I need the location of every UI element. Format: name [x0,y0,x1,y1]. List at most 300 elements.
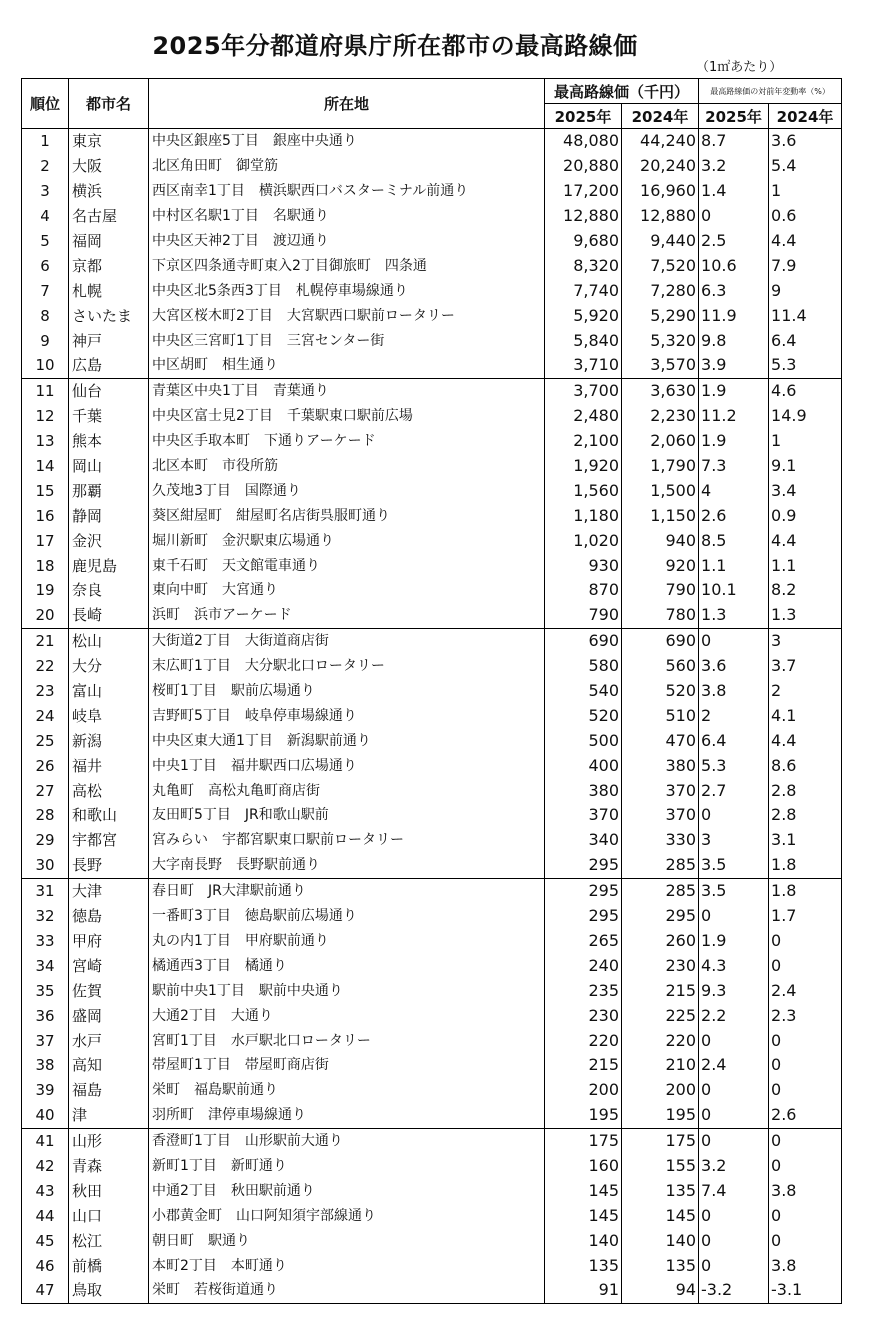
rank-cell: 32 [22,904,69,929]
table-row [22,654,842,679]
location-cell: 中区胡町 相生通り [149,353,545,378]
rate-2024-cell: 3.1 [769,828,842,853]
table-row [22,429,842,454]
table-row [22,728,842,753]
price-2024-cell: 3,570 [622,353,699,378]
city-cell: 神戸 [69,328,149,353]
rate-2024-cell: 0 [769,1128,842,1153]
rate-2024-cell: -3.1 [769,1278,842,1303]
price-2025-cell: 215 [545,1053,622,1078]
price-2025-cell: 145 [545,1178,622,1203]
rank-cell: 5 [22,229,69,254]
city-cell: 仙台 [69,378,149,403]
price-2025-cell: 370 [545,803,622,828]
city-cell: 青森 [69,1154,149,1179]
price-2024-cell: 230 [622,953,699,978]
header-price-group: 最高路線価（千円） [545,79,699,104]
rate-2025-cell: 3.2 [699,154,769,179]
price-2024-cell: 920 [622,553,699,578]
table-row [22,528,842,553]
table-row [22,978,842,1003]
city-cell: 熊本 [69,429,149,454]
rank-cell: 33 [22,929,69,954]
rate-2025-cell: 11.2 [699,404,769,429]
rate-2025-cell: 2.4 [699,1053,769,1078]
rate-2025-cell: 0 [699,1028,769,1053]
table-row [22,1253,842,1278]
rank-cell: 20 [22,603,69,628]
city-cell: 奈良 [69,578,149,603]
rank-cell: 37 [22,1028,69,1053]
table-row [22,328,842,353]
location-cell: 吉野町5丁目 岐阜停車場線通り [149,703,545,728]
price-2025-cell: 1,020 [545,528,622,553]
city-cell: 千葉 [69,404,149,429]
location-cell: 一番町3丁目 徳島駅前広場通り [149,904,545,929]
price-2025-cell: 265 [545,929,622,954]
rank-cell: 46 [22,1253,69,1278]
price-2025-cell: 295 [545,853,622,878]
rate-2025-cell: 3.2 [699,1154,769,1179]
city-cell: 水戸 [69,1028,149,1053]
location-cell: 本町2丁目 本町通り [149,1253,545,1278]
rate-2025-cell: 3 [699,828,769,853]
price-2024-cell: 1,150 [622,503,699,528]
price-2025-cell: 295 [545,904,622,929]
location-cell: 中央区手取本町 下通りアーケード [149,429,545,454]
location-cell: 羽所町 津停車場線通り [149,1103,545,1128]
city-cell: 新潟 [69,728,149,753]
price-2024-cell: 12,880 [622,204,699,229]
location-cell: 春日町 JR大津駅前通り [149,878,545,903]
table-row [22,1053,842,1078]
rate-2024-cell: 2.6 [769,1103,842,1128]
rank-cell: 12 [22,404,69,429]
location-cell: 桜町1丁目 駅前広場通り [149,679,545,704]
location-cell: 中央区富士見2丁目 千葉駅東口駅前広場 [149,404,545,429]
price-2025-cell: 5,920 [545,303,622,328]
price-2025-cell: 9,680 [545,229,622,254]
location-cell: 友田町5丁目 JR和歌山駅前 [149,803,545,828]
price-2024-cell: 175 [622,1128,699,1153]
price-2025-cell: 220 [545,1028,622,1053]
location-cell: 中村区名駅1丁目 名駅通り [149,204,545,229]
rate-2025-cell: 11.9 [699,303,769,328]
rate-2024-cell: 3 [769,628,842,653]
rate-2025-cell: 10.1 [699,578,769,603]
rate-2024-cell: 3.6 [769,129,842,154]
city-cell: 京都 [69,253,149,278]
price-2025-cell: 91 [545,1278,622,1303]
table-row [22,1278,842,1303]
location-cell: 東千石町 天文館電車通り [149,553,545,578]
rate-2024-cell: 4.4 [769,528,842,553]
rank-cell: 40 [22,1103,69,1128]
location-cell: 中央区三宮町1丁目 三宮センター街 [149,328,545,353]
table-row [22,1203,842,1228]
price-2024-cell: 370 [622,778,699,803]
price-2024-cell: 510 [622,703,699,728]
rank-cell: 34 [22,953,69,978]
city-cell: 那覇 [69,478,149,503]
city-cell: 金沢 [69,528,149,553]
price-2024-cell: 5,320 [622,328,699,353]
rate-2024-cell: 3.4 [769,478,842,503]
rank-cell: 9 [22,328,69,353]
rate-2024-cell: 1.8 [769,878,842,903]
price-2025-cell: 5,840 [545,328,622,353]
city-cell: 秋田 [69,1178,149,1203]
rate-2024-cell: 0 [769,1078,842,1103]
rate-2025-cell: 1.9 [699,378,769,403]
rate-2024-cell: 0 [769,1053,842,1078]
price-2025-cell: 17,200 [545,179,622,204]
price-2025-cell: 3,710 [545,353,622,378]
rate-2025-cell: 7.4 [699,1178,769,1203]
rate-2024-cell: 1 [769,429,842,454]
header-price-2024: 2024年 [622,104,699,129]
rate-2025-cell: 2.5 [699,229,769,254]
rank-cell: 6 [22,253,69,278]
rank-cell: 4 [22,204,69,229]
rate-2024-cell: 1.7 [769,904,842,929]
price-2025-cell: 240 [545,953,622,978]
price-2024-cell: 7,280 [622,278,699,303]
rate-2024-cell: 5.4 [769,154,842,179]
rank-cell: 3 [22,179,69,204]
rate-2024-cell: 0 [769,1028,842,1053]
rank-cell: 43 [22,1178,69,1203]
rate-2025-cell: 0 [699,1228,769,1253]
rate-2025-cell: 0 [699,628,769,653]
price-2024-cell: 285 [622,878,699,903]
rate-2025-cell: 3.8 [699,679,769,704]
rate-2025-cell: 7.3 [699,454,769,479]
location-cell: 栄町 若桜街道通り [149,1278,545,1303]
city-cell: 高松 [69,778,149,803]
price-2025-cell: 580 [545,654,622,679]
price-2024-cell: 470 [622,728,699,753]
price-2025-cell: 2,100 [545,429,622,454]
location-cell: 帯屋町1丁目 帯屋町商店街 [149,1053,545,1078]
table-body [22,129,842,1304]
price-2024-cell: 2,060 [622,429,699,454]
table-row [22,778,842,803]
price-2024-cell: 200 [622,1078,699,1103]
rank-cell: 22 [22,654,69,679]
city-cell: 横浜 [69,179,149,204]
rate-2024-cell: 2.8 [769,778,842,803]
price-2025-cell: 230 [545,1003,622,1028]
location-cell: 久茂地3丁目 国際通り [149,478,545,503]
city-cell: 宮崎 [69,953,149,978]
rank-cell: 24 [22,703,69,728]
city-cell: 鳥取 [69,1278,149,1303]
price-2024-cell: 690 [622,628,699,653]
city-cell: 宇都宮 [69,828,149,853]
rank-cell: 28 [22,803,69,828]
rate-2024-cell: 3.8 [769,1178,842,1203]
rate-2024-cell: 6.4 [769,328,842,353]
price-2025-cell: 295 [545,878,622,903]
rank-cell: 47 [22,1278,69,1303]
price-2025-cell: 2,480 [545,404,622,429]
table-row [22,753,842,778]
location-cell: 東向中町 大宮通り [149,578,545,603]
rate-2025-cell: 0 [699,1253,769,1278]
price-2024-cell: 94 [622,1278,699,1303]
rate-2025-cell: 6.3 [699,278,769,303]
rate-2024-cell: 2.3 [769,1003,842,1028]
city-cell: 岡山 [69,454,149,479]
rate-2024-cell: 7.9 [769,253,842,278]
rate-2024-cell: 0.9 [769,503,842,528]
table-row [22,1078,842,1103]
location-cell: 青葉区中央1丁目 青葉通り [149,378,545,403]
price-2024-cell: 5,290 [622,303,699,328]
table-row [22,253,842,278]
price-2024-cell: 44,240 [622,129,699,154]
city-cell: 甲府 [69,929,149,954]
city-cell: 札幌 [69,278,149,303]
location-cell: 中央1丁目 福井駅西口広場通り [149,753,545,778]
table-row [22,278,842,303]
location-cell: 中央区北5条西3丁目 札幌停車場線通り [149,278,545,303]
rank-cell: 25 [22,728,69,753]
table-row [22,204,842,229]
table-row [22,679,842,704]
location-cell: 駅前中央1丁目 駅前中央通り [149,978,545,1003]
table-row [22,503,842,528]
table-row [22,929,842,954]
city-cell: 盛岡 [69,1003,149,1028]
price-2024-cell: 195 [622,1103,699,1128]
location-cell: 栄町 福島駅前通り [149,1078,545,1103]
price-2025-cell: 140 [545,1228,622,1253]
table-row [22,904,842,929]
price-2025-cell: 870 [545,578,622,603]
price-2024-cell: 9,440 [622,229,699,254]
city-cell: 広島 [69,353,149,378]
rank-cell: 31 [22,878,69,903]
rate-2025-cell: 0 [699,803,769,828]
city-cell: 長崎 [69,603,149,628]
city-cell: 津 [69,1103,149,1128]
table-row [22,878,842,903]
rate-2025-cell: 0 [699,904,769,929]
price-2024-cell: 135 [622,1253,699,1278]
rate-2025-cell: 2.6 [699,503,769,528]
table-row [22,1003,842,1028]
price-2025-cell: 7,740 [545,278,622,303]
table-row [22,1154,842,1179]
city-cell: さいたま [69,303,149,328]
rank-cell: 35 [22,978,69,1003]
rate-2024-cell: 8.6 [769,753,842,778]
rate-2025-cell: 1.9 [699,929,769,954]
table-row [22,853,842,878]
rate-2024-cell: 0.6 [769,204,842,229]
price-2025-cell: 135 [545,1253,622,1278]
price-2024-cell: 560 [622,654,699,679]
location-cell: 葵区紺屋町 紺屋町名店街呉服町通り [149,503,545,528]
city-cell: 大分 [69,654,149,679]
city-cell: 松江 [69,1228,149,1253]
price-2024-cell: 20,240 [622,154,699,179]
price-2024-cell: 520 [622,679,699,704]
price-2025-cell: 400 [545,753,622,778]
location-cell: 橘通西3丁目 橘通り [149,953,545,978]
price-2024-cell: 260 [622,929,699,954]
rate-2025-cell: 9.8 [699,328,769,353]
rate-2024-cell: 11.4 [769,303,842,328]
price-2024-cell: 285 [622,853,699,878]
city-cell: 高知 [69,1053,149,1078]
rate-2024-cell: 4.4 [769,728,842,753]
location-cell: 丸亀町 高松丸亀町商店街 [149,778,545,803]
rank-cell: 1 [22,129,69,154]
table-row [22,378,842,403]
location-cell: 香澄町1丁目 山形駅前大通り [149,1128,545,1153]
rate-2025-cell: 3.5 [699,853,769,878]
location-cell: 新町1丁目 新町通り [149,1154,545,1179]
table-row [22,353,842,378]
price-2025-cell: 340 [545,828,622,853]
rate-2025-cell: 2.2 [699,1003,769,1028]
city-cell: 岐阜 [69,703,149,728]
location-cell: 中央区天神2丁目 渡辺通り [149,229,545,254]
table-row [22,803,842,828]
table-row [22,454,842,479]
rate-2024-cell: 2.8 [769,803,842,828]
price-2024-cell: 1,790 [622,454,699,479]
price-2024-cell: 790 [622,578,699,603]
table-row [22,478,842,503]
price-2024-cell: 330 [622,828,699,853]
rank-cell: 41 [22,1128,69,1153]
rate-2024-cell: 1 [769,179,842,204]
location-cell: 大通2丁目 大通り [149,1003,545,1028]
city-cell: 鹿児島 [69,553,149,578]
rate-2024-cell: 9.1 [769,454,842,479]
city-cell: 山口 [69,1203,149,1228]
price-2024-cell: 155 [622,1154,699,1179]
header-rate-group: 最高路線価の対前年変動率（%） [699,79,842,104]
page-title: 2025年分都道府県庁所在都市の最高路線価 [152,32,638,60]
header-city: 都市名 [69,79,149,129]
table-row [22,1178,842,1203]
city-cell: 名古屋 [69,204,149,229]
price-2024-cell: 225 [622,1003,699,1028]
city-cell: 松山 [69,628,149,653]
table-row [22,179,842,204]
rate-2024-cell: 0 [769,1228,842,1253]
rate-2024-cell: 3.7 [769,654,842,679]
rank-cell: 27 [22,778,69,803]
price-2024-cell: 380 [622,753,699,778]
price-2024-cell: 7,520 [622,253,699,278]
price-2025-cell: 1,560 [545,478,622,503]
header-rate-2024: 2024年 [769,104,842,129]
rate-2024-cell: 4.4 [769,229,842,254]
city-cell: 大津 [69,878,149,903]
price-2025-cell: 195 [545,1103,622,1128]
rate-2024-cell: 14.9 [769,404,842,429]
table-row [22,953,842,978]
rank-cell: 26 [22,753,69,778]
city-cell: 長野 [69,853,149,878]
price-2024-cell: 140 [622,1228,699,1253]
city-cell: 静岡 [69,503,149,528]
rate-2025-cell: 4.3 [699,953,769,978]
rate-2024-cell: 5.3 [769,353,842,378]
location-cell: 中央区東大通1丁目 新潟駅前通り [149,728,545,753]
table-row [22,404,842,429]
city-cell: 和歌山 [69,803,149,828]
rank-cell: 11 [22,378,69,403]
price-2024-cell: 135 [622,1178,699,1203]
rank-cell: 2 [22,154,69,179]
rank-cell: 30 [22,853,69,878]
rate-2025-cell: 0 [699,1103,769,1128]
location-cell: 宮みらい 宇都宮駅東口駅前ロータリー [149,828,545,853]
location-cell: 北区本町 市役所筋 [149,454,545,479]
rate-2024-cell: 1.1 [769,553,842,578]
price-2025-cell: 540 [545,679,622,704]
rate-2025-cell: 8.5 [699,528,769,553]
rank-cell: 19 [22,578,69,603]
price-2024-cell: 3,630 [622,378,699,403]
price-2025-cell: 790 [545,603,622,628]
rate-2025-cell: 1.3 [699,603,769,628]
rank-cell: 14 [22,454,69,479]
price-2024-cell: 210 [622,1053,699,1078]
city-cell: 前橋 [69,1253,149,1278]
rate-2025-cell: 0 [699,204,769,229]
table-row [22,628,842,653]
price-2024-cell: 215 [622,978,699,1003]
table-row [22,703,842,728]
table-row [22,129,842,154]
price-2025-cell: 500 [545,728,622,753]
rate-2024-cell: 9 [769,278,842,303]
price-2024-cell: 2,230 [622,404,699,429]
city-cell: 福島 [69,1078,149,1103]
rate-2025-cell: 1.4 [699,179,769,204]
rate-2025-cell: 6.4 [699,728,769,753]
rate-2025-cell: 0 [699,1128,769,1153]
rank-cell: 7 [22,278,69,303]
price-2024-cell: 780 [622,603,699,628]
rank-cell: 23 [22,679,69,704]
location-cell: 小郡黄金町 山口阿知須宇部線通り [149,1203,545,1228]
rank-cell: 13 [22,429,69,454]
header-location: 所在地 [149,79,545,129]
rate-2025-cell: 4 [699,478,769,503]
table-row [22,1128,842,1153]
price-2025-cell: 690 [545,628,622,653]
location-cell: 下京区四条通寺町東入2丁目御旅町 四条通 [149,253,545,278]
rank-cell: 17 [22,528,69,553]
location-cell: 大街道2丁目 大街道商店街 [149,628,545,653]
city-cell: 山形 [69,1128,149,1153]
rate-2024-cell: 0 [769,1154,842,1179]
table-row [22,1028,842,1053]
rate-2024-cell: 3.8 [769,1253,842,1278]
rate-2024-cell: 0 [769,929,842,954]
rate-2025-cell: 1.1 [699,553,769,578]
rate-2025-cell: 3.9 [699,353,769,378]
